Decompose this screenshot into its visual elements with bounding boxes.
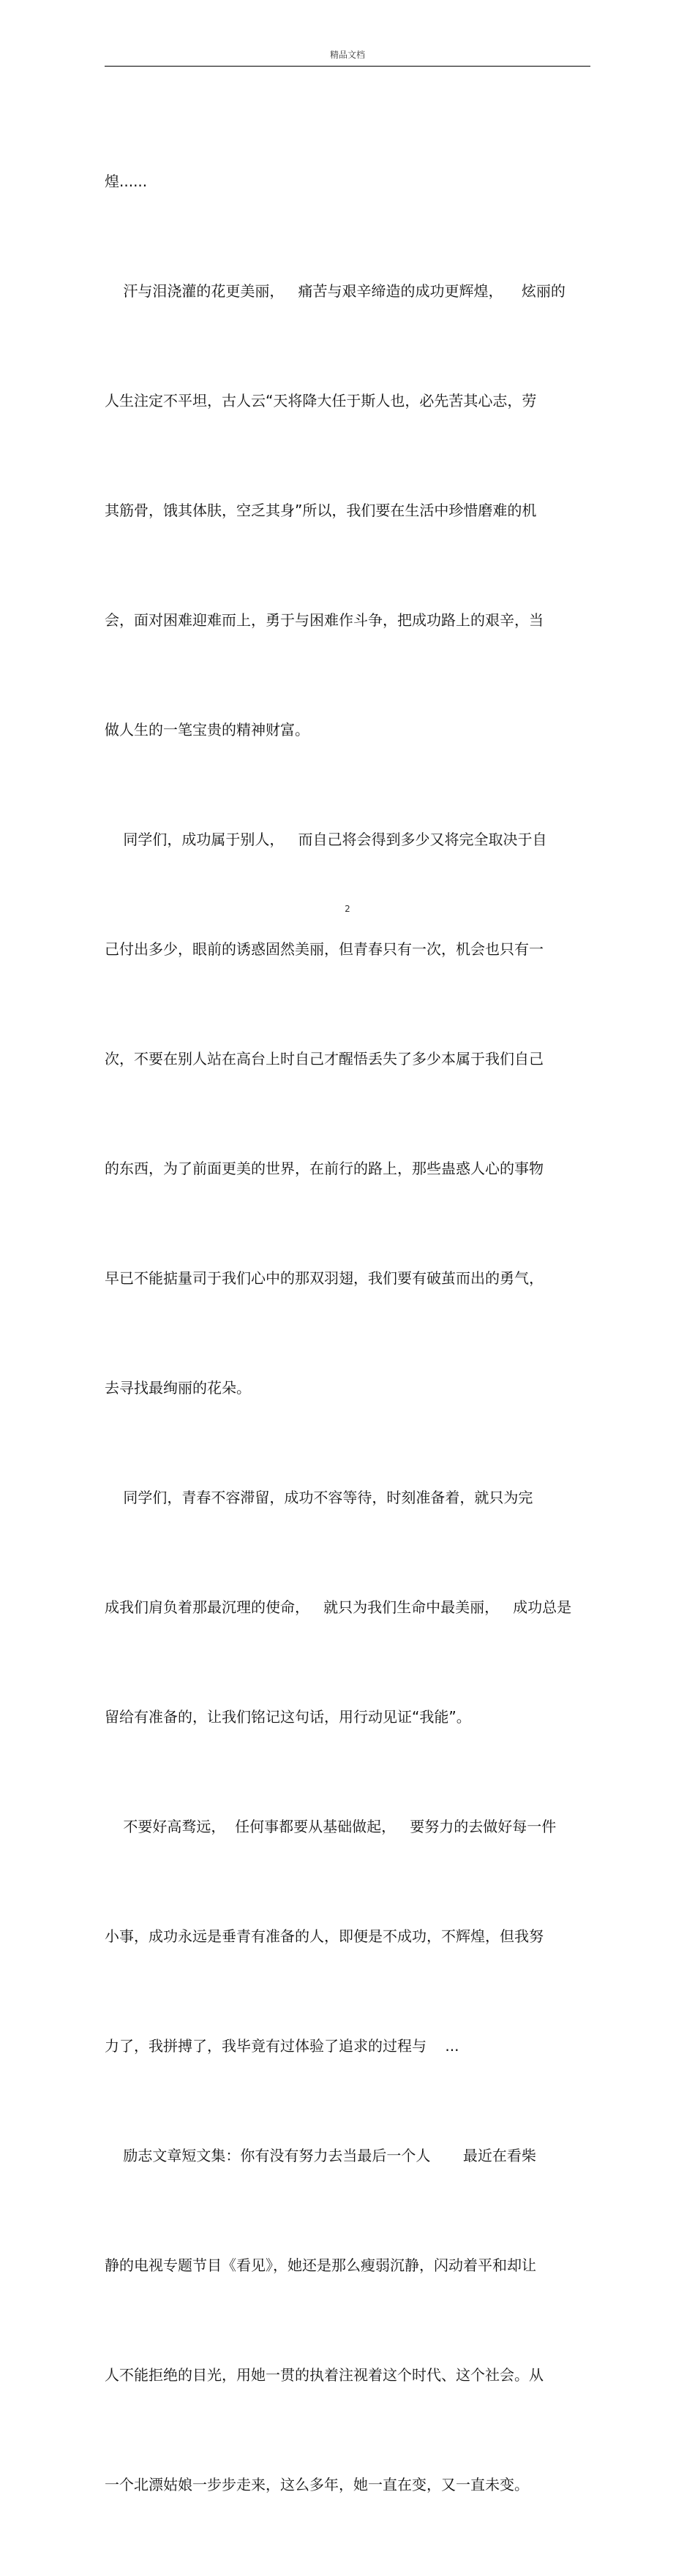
text-line: 人不能拒绝的目光，用她一贯的执着注视着这个时代、这个社会。从 [105,2366,544,2384]
text-line: 的东西，为了前面更美的世界，在前行的路上，那些蛊惑人心的事物 [105,1160,544,1177]
text-line: 同学们，成功属于别人， 而自己将会得到多少又将完全取决于自 [105,831,547,848]
text-line: 成我们肩负着那最沉理的使命， 就只为我们生命中最美丽， 成功总是 [105,1598,572,1616]
text-line: 静的电视专题节目《看见》，她还是那么瘦弱沉静，闪动着平和却让 [105,2256,536,2274]
text-line: 人生注定不平坦，古人云“天将降大任于斯人也，必先苦其心志，劳 [105,392,537,409]
text-line: 不要好高骛远， 任何事都要从基础做起， 要努力的去做好每一件 [105,1818,557,1835]
text-line: 去寻找最绚丽的花朵。 [105,1379,251,1397]
page-header-title: 精品文档 [329,50,365,60]
header-divider [105,66,590,67]
text-line: 早已不能掂量司于我们心中的那双羽翅，我们要有破茧而出的勇气， [105,1269,544,1287]
page-number: 2 [345,904,350,914]
text-line: 力了，我拼搏了，我毕竟有过体验了追求的过程与 ... [105,2037,459,2055]
text-line: 汗与泪浇灌的花更美丽， 痛苦与艰辛缔造的成功更辉煌， 炫丽的 [105,282,566,300]
text-line: 煌...... [105,173,148,190]
document-body [105,90,590,2576]
text-line: 一个北漂姑娘一步步走来，这么多年，她一直在变，又一直未变。 [105,2476,529,2493]
text-line: 同学们，青春不容滞留，成功不容等待，时刻准备着，就只为完 [105,1489,533,1506]
text-line: 次，不要在别人站在高台上时自己才醒悟丢失了多少本属于我们自己 [105,1050,544,1068]
text-line: 留给有准备的，让我们铭记这句话，用行动见证“我能”。 [105,1708,471,1726]
text-line: 会，面对困难迎难而上，勇于与困难作斗争，把成功路上的艰辛，当 [105,611,544,629]
text-line: 小事，成功永远是垂青有准备的人，即便是不成功，不辉煌，但我努 [105,1927,544,1945]
text-line: 做人生的一笔宝贵的精神财富。 [105,721,309,739]
text-line: 己付出多少，眼前的诱惑固然美丽，但青春只有一次，机会也只有一 [105,940,544,958]
text-block [105,90,590,2576]
text-line: 其筋骨，饿其体肤，空乏其身”所以，我们要在生活中珍惜磨难的机 [105,502,537,519]
text-line: 励志文章短文集：你有没有努力去当最后一个人 最近在看柴 [105,2147,536,2164]
